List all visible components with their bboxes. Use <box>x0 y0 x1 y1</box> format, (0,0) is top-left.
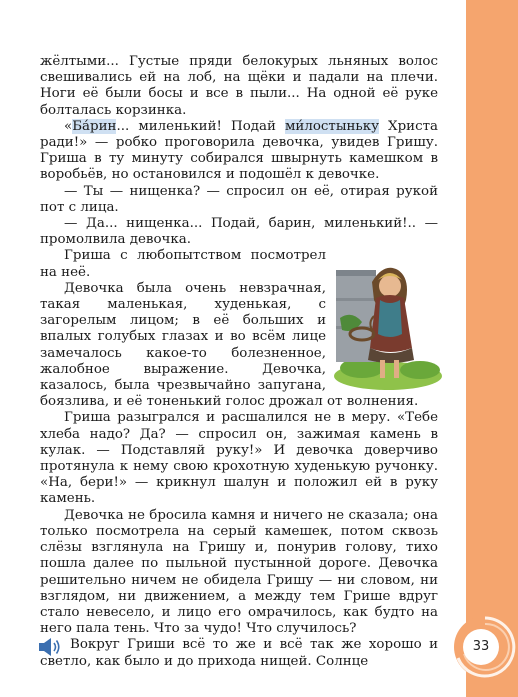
beggar-girl-illustration <box>332 248 444 390</box>
highlighted-word[interactable]: Ба́рин <box>72 118 117 134</box>
speaker-icon[interactable] <box>38 637 62 657</box>
side-color-bar <box>466 0 518 697</box>
audio-paragraph-row <box>40 637 438 669</box>
paragraph: Гриша с любопытством посмотрел на неё. <box>40 248 326 280</box>
paragraph: Девочка не бросила камня и ничего не сказала; она только посмотрела на серый камешек, потом сквозь слёзы взглянула на Гришу и, понурив голову, тихо пошла далее по пыльной пустынной дороге. Девочка решительно ничем не обидела Гришу — ни словом, ни взглядом, ни движением, а между тем Грише вдруг стало невесело, и лицо его омрачилось, как будто на него пала тень. Что за чудо! Что случилось? <box>40 507 438 637</box>
paragraph: Вокруг Гриши всё то же и всё так же хорошо и светло, как было и до прихода нищей. Солнце <box>40 637 438 669</box>
paragraph: жёлтыми... Густые пряди белокурых льняных волос свешивались ей на лоб, на щёки и падали на плечи. Ноги её были босы и все в пыли... На одной её руке болталась корзинка. <box>40 54 438 118</box>
page-number: 33 <box>463 629 499 665</box>
paragraph: Гриша разыгрался и расшалился не в меру. «Тебе хлеба надо? Да? — спросил он, зажимая камень в кулак. — Подставляй руку!» И девочка доверчиво протянула к нему свою крохотную худенькую ручонку. «На, бери!» — крикнул шалун и положил ей в руку камень. <box>40 410 438 507</box>
page-number-badge <box>452 614 518 680</box>
illustrated-block <box>40 248 438 410</box>
paragraph-highlighted: «Ба́рин... миленький! Подай ми́лостыньку Христа ради!» — робко проговорила девочка, увидев Гришу. Гриша в ту минуту собирался швырнуть камешком в воробьёв, но остановился и подошёл к девочке. <box>40 118 438 183</box>
paragraph: Девочка была очень невзрачная, такая маленькая, худенькая, с загорелым лицом; в её больших и впалых голубых глазах и во всём лице замечалось какое-то болезненное, жалобное выражение. Девочка, казалось, была чрезвычайно запугана, боязлива, и её тоненький голос дрожал от волнения. <box>40 280 419 410</box>
paragraph: — Да... нищенка... Подай, барин, миленький!.. — промолвила девочка. <box>40 216 438 248</box>
paragraph: — Ты — нищенка? — спросил он её, отирая рукой пот с лица. <box>40 183 438 215</box>
page-text <box>40 54 438 670</box>
highlighted-word[interactable]: ми́лостыньку <box>285 118 379 134</box>
